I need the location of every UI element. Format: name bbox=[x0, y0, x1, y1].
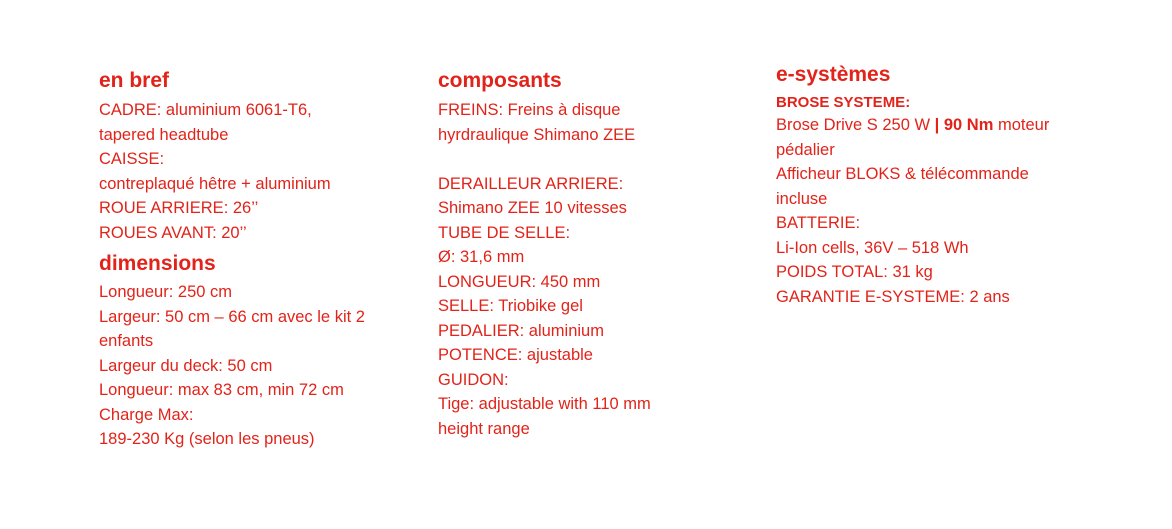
e-systemes-list bbox=[776, 93, 1049, 309]
composants-spacer bbox=[438, 147, 651, 172]
motor-model: Brose Drive S 250 W bbox=[776, 116, 935, 134]
en-bref-line: contreplaqué hêtre + aluminium bbox=[99, 174, 331, 193]
composants-line: height range bbox=[438, 419, 530, 438]
brose-system-subtitle: BROSE SYSTEME: bbox=[776, 94, 911, 111]
composants-line: Shimano ZEE 10 vitesses bbox=[438, 199, 627, 217]
motor-type: moteur bbox=[993, 116, 1050, 134]
motor-separator: | bbox=[934, 116, 940, 134]
dimensions-line: Charge Max: bbox=[99, 405, 194, 424]
en-bref-line: ROUES AVANT: 20’’ bbox=[99, 223, 247, 242]
dimensions-line: Largeur du deck: 50 cm bbox=[99, 356, 273, 375]
e-systemes-line: pédalier bbox=[776, 140, 835, 159]
composants-line: hyrdraulique Shimano ZEE bbox=[438, 125, 636, 144]
composants-line: Ø: 31,6 mm bbox=[438, 248, 525, 266]
dimensions-list bbox=[99, 280, 365, 452]
composants-line: Tige: adjustable with 110 mm bbox=[438, 395, 651, 413]
composants-line: DERAILLEUR ARRIERE: bbox=[438, 174, 624, 193]
composants-list bbox=[438, 98, 651, 441]
en-bref-line: tapered headtube bbox=[99, 125, 229, 144]
en-bref-list bbox=[99, 98, 331, 245]
dimensions-line: Longueur: 250 cm bbox=[99, 283, 233, 301]
motor-line bbox=[776, 113, 1049, 138]
e-systemes-line: GARANTIE E-SYSTEME: 2 ans bbox=[776, 287, 1010, 306]
e-systemes-line: Li-Ion cells, 36V – 518 Wh bbox=[776, 238, 969, 257]
en-bref-line: ROUE ARRIERE: 26’’ bbox=[99, 199, 259, 217]
dimensions-line: 189-230 Kg (selon les pneus) bbox=[99, 430, 315, 448]
composants-line: LONGUEUR: 450 mm bbox=[438, 272, 601, 291]
dimensions-line: Largeur: 50 cm – 66 cm avec le kit 2 bbox=[99, 307, 365, 326]
composants-line: PEDALIER: aluminium bbox=[438, 321, 604, 340]
motor-torque: 90 Nm bbox=[939, 116, 994, 134]
heading-e-systemes: e-systèmes bbox=[776, 63, 891, 86]
heading-dimensions: dimensions bbox=[99, 252, 216, 275]
dimensions-line: enfants bbox=[99, 332, 154, 350]
composants-line: POTENCE: ajustable bbox=[438, 346, 593, 364]
heading-en-bref: en bref bbox=[99, 69, 170, 92]
composants-line: TUBE DE SELLE: bbox=[438, 223, 571, 242]
en-bref-line: CAISSE: bbox=[99, 150, 165, 168]
composants-line: FREINS: Freins à disque bbox=[438, 101, 621, 119]
e-systemes-line: POIDS TOTAL: 31 kg bbox=[776, 263, 933, 281]
en-bref-line: CADRE: aluminium 6061-T6, bbox=[99, 101, 312, 119]
composants-line: SELLE: Triobike gel bbox=[438, 297, 583, 315]
e-systemes-line: BATTERIE: bbox=[776, 214, 861, 232]
heading-composants: composants bbox=[438, 69, 562, 92]
dimensions-line: Longueur: max 83 cm, min 72 cm bbox=[99, 381, 344, 399]
e-systemes-line: Afficheur BLOKS & télécommande bbox=[776, 165, 1029, 183]
composants-line: GUIDON: bbox=[438, 370, 509, 389]
e-systemes-line: incluse bbox=[776, 189, 828, 208]
